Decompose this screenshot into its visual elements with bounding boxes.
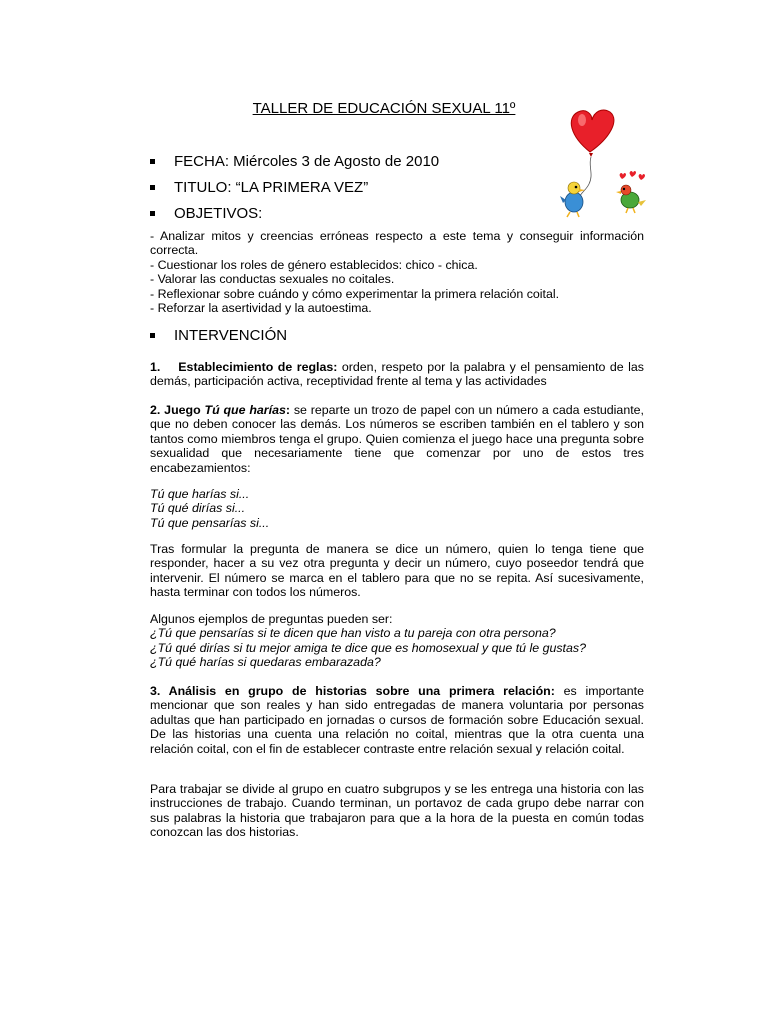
section-3-text: es importante mencionar que son reales y han sido entregadas de manera voluntaria por personas adultas que han participado en jornadas o cursos de formación sobre Educación sexual. De las historias una cuenta una relación no coital, mientras que la otra cuenta una relación coital, con el fin de establecer contraste entre relación sexual y relación coital.: [150, 684, 645, 756]
bullet-mark: [150, 185, 155, 190]
document-title-text: TALLER DE EDUCACIÓN SEXUAL 11º: [252, 100, 516, 117]
section-1-heading: Establecimiento de reglas:: [178, 360, 338, 374]
objectives-list: [150, 229, 644, 315]
section-2-text: se reparte un trozo de papel con un número a cada estudiante, que no deben conocer las demás. Los números se escriben también en el tablero y son tantos como miembros tenga el grupo. Quien comienza el juego hace una pregunta sobre sexualidad que necesariamente tiene que comenzar por uno de estos tres encabezamientos:: [150, 403, 644, 475]
section-2-openers: [150, 487, 644, 530]
section-2-heading-post: :: [285, 403, 290, 417]
section-3-paragraph-2: Para trabajar se divide al grupo en cuatro subgrupos y se les entrega una historia con las instrucciones de trabajo. Cuando terminan, un portavoz de cada grupo debe narrar con sus palabras la historia que trabajaron para que a la hora de la puesta en común todas conozcan las dos historias.: [150, 782, 644, 840]
objective-item: - Reflexionar sobre cuándo y cómo experimentar la primera relación coital.: [150, 286, 560, 301]
section-3-heading: 3. Análisis en grupo de historias sobre una primera relación:: [150, 684, 555, 698]
bullet-mark: [150, 333, 155, 338]
objective-item: - Reforzar la asertividad y la autoestima.: [150, 301, 372, 316]
titulo-text: TITULO: “LA PRIMERA VEZ”: [174, 179, 369, 196]
section-2-examples: [150, 612, 644, 670]
section-1: [150, 360, 644, 389]
blue-bird-icon: [560, 182, 585, 217]
small-heart-icon: [630, 171, 636, 177]
small-heart-icon: [639, 174, 645, 180]
section-2-paragraph-2: Tras formular la pregunta de manera se dice un número, quien lo tenga tiene que responder, hacer a su vez otra pregunta y decir un número, cuyo poseedor tendrá que intervenir. El número se marca en el tablero para que no se repita. Así sucesivamente, hasta terminar con todos los números.: [150, 542, 644, 600]
objective-first: [150, 229, 644, 258]
bullet-objetivos: [150, 205, 262, 222]
intervencion-text: INTERVENCIÓN: [174, 327, 288, 344]
green-bird-icon: [616, 185, 646, 213]
examples-intro: Algunos ejemplos de preguntas pueden ser:: [150, 612, 393, 626]
objective-item: - Cuestionar los roles de género establecidos: chico - chica.: [150, 257, 478, 272]
heart-balloon-icon: [571, 110, 614, 152]
section-1-number: 1.: [150, 360, 161, 374]
fecha-text: FECHA: Miércoles 3 de Agosto de 2010: [174, 153, 440, 170]
section-2-heading-italic: Tú que harías: [204, 403, 286, 417]
small-heart-icon: [620, 173, 626, 179]
section-2-heading-pre: 2. Juego: [150, 403, 205, 417]
document-title: [0, 100, 768, 117]
objective-item: - Valorar las conductas sexuales no coitales.: [150, 272, 395, 287]
example-question: ¿Tú que pensarías si te dicen que han visto a tu pareja con otra persona?: [150, 626, 556, 641]
bullet-titulo: [150, 179, 368, 196]
heart-balloon-birds-clipart: [552, 104, 652, 220]
objetivos-text: OBJETIVOS:: [174, 205, 263, 222]
section-1-text: orden, respeto por la palabra y el pensamiento de las demás, participación activa, receptividad frente al tema y las actividades: [150, 360, 644, 389]
opener-item: Tú que pensarías si...: [150, 515, 270, 530]
opener-item: Tú qué dirías si...: [150, 501, 246, 516]
example-question: ¿Tú qué dirías si tu mejor amiga te dice que es homosexual y que tú le gustas?: [150, 640, 586, 655]
section-2: [150, 403, 644, 475]
section-3: [150, 684, 644, 756]
objective-first-text: - Analizar mitos y creencias erróneas respecto a este tema y conseguir información correcta.: [150, 229, 644, 258]
bullet-mark: [150, 159, 155, 164]
bullet-intervencion: [150, 327, 287, 344]
bullet-fecha: [150, 153, 439, 170]
bullet-mark: [150, 211, 155, 216]
example-question: ¿Tú qué harías si quedaras embarazada?: [150, 655, 381, 670]
opener-item: Tú que harías si...: [150, 487, 250, 501]
